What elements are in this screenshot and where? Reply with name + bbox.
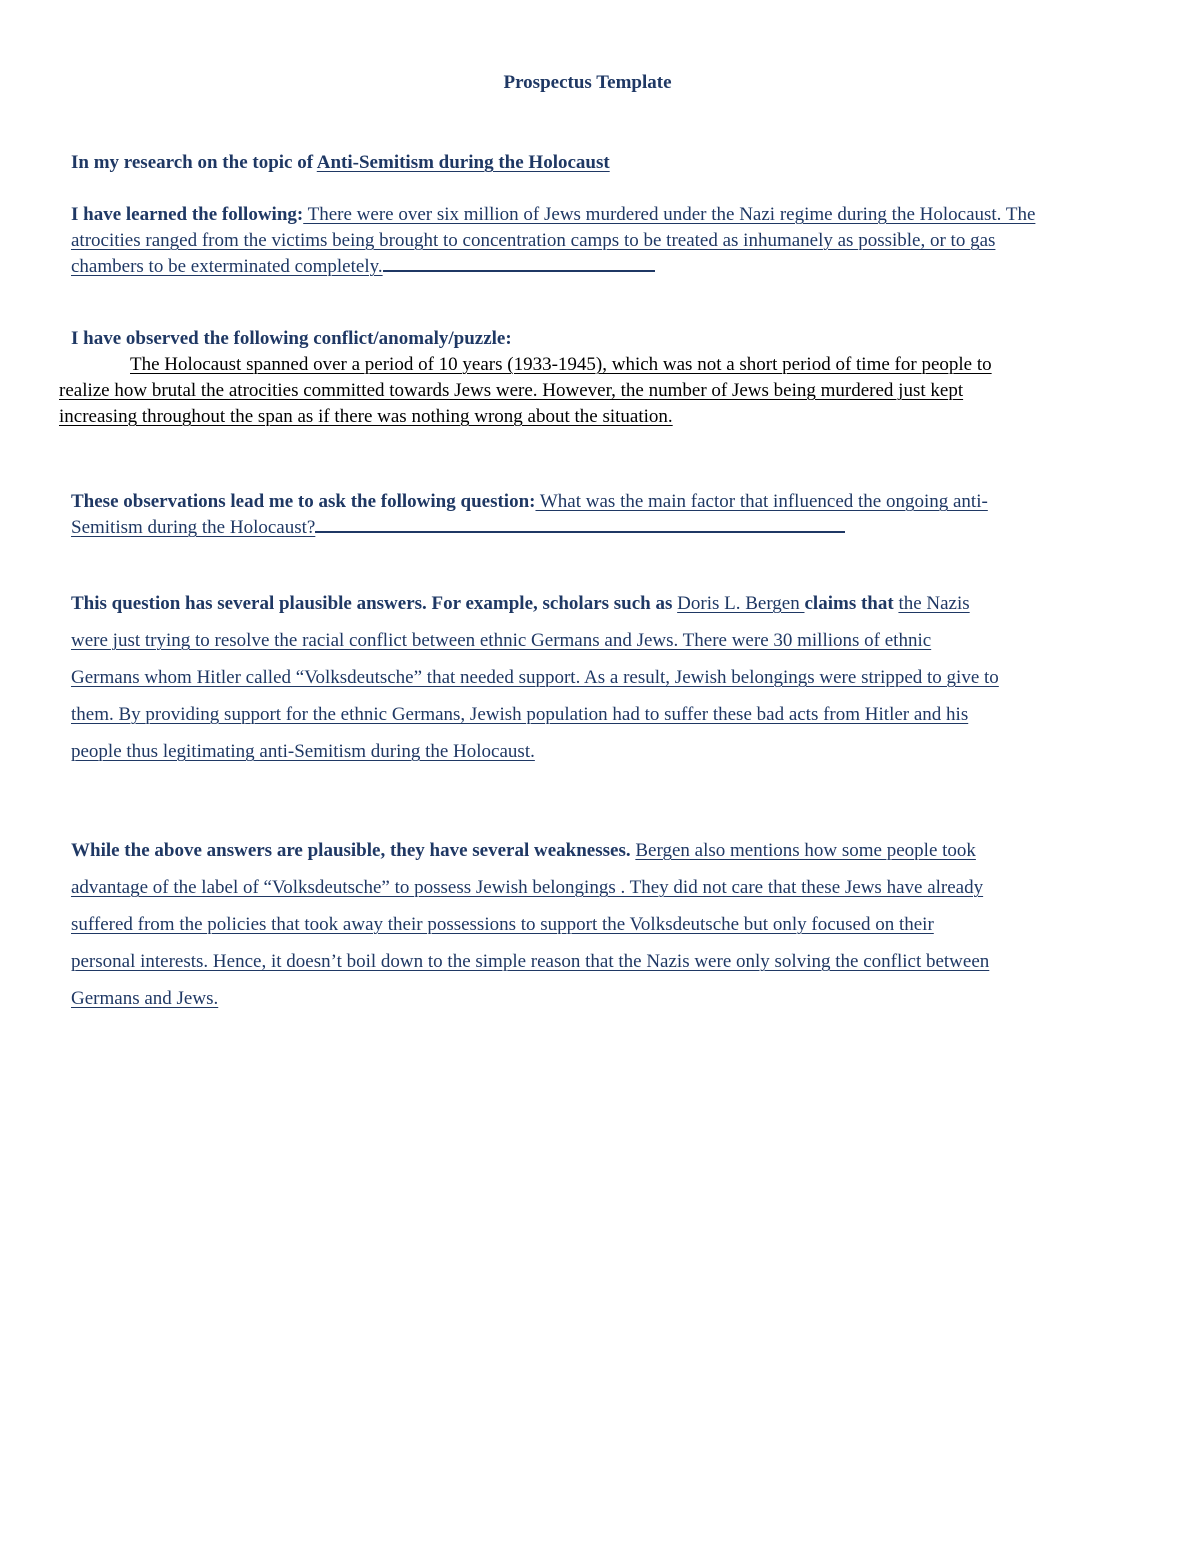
learned-label: I have learned the following:	[71, 204, 304, 225]
observed-label: I have observed the following conflict/anomaly/puzzle:	[71, 328, 512, 349]
question-section	[71, 489, 1036, 541]
answers-label-b: claims that	[804, 593, 894, 614]
answers-section	[71, 585, 1001, 770]
answers-text: the Nazis were just trying to resolve the racial conflict between ethnic Germans and Jews. There were 30 millions of ethnic Germans whom Hitler called “Volksdeutsche” that needed support. As a result, Jewish belongings were stripped to give to them. By providing support for the ethnic Germans, Jewish population had to suffer these bad acts from Hitler and his people thus legitimating anti-Semitism during the Holocaust.	[71, 593, 999, 762]
observed-text: The Holocaust spanned over a period of 10 years (1933-1945), which was not a short period of time for people to realize how brutal the atrocities committed towards Jews were. However, the number of Jews being murdered just kept increasing throughout the span as if there was nothing wrong about the situation.	[59, 354, 992, 427]
answers-label-a: This question has several plausible answers. For example, scholars such as	[71, 593, 678, 614]
weaknesses-text: Bergen also mentions how some people took advantage of the label of “Volksdeutsche” to possess Jewish belongings . They did not care that these Jews have already suffered from the policies that took away their possessions to support the Volksdeutsche but only focused on their personal interests. Hence, it doesn’t boil down to the simple reason that the Nazis were only solving the conflict between Germans and Jews.	[71, 840, 990, 1009]
learned-section	[71, 202, 1036, 280]
scholar-name: Doris L. Bergen	[677, 593, 805, 614]
document-title: Prospectus Template	[503, 72, 672, 93]
weaknesses-section	[71, 832, 996, 1017]
question-fill-line	[315, 530, 845, 533]
learned-fill-line	[383, 269, 655, 272]
learned-text: There were over six million of Jews murdered under the Nazi regime during the Holocaust. The atrocities ranged from the victims being brought to concentration camps to be treated as inhumanely as possible, or to gas chambers to be exterminated completely.	[71, 204, 1036, 277]
topic-section	[71, 150, 1036, 176]
topic-label: In my research on the topic of	[71, 152, 317, 173]
weaknesses-label: While the above answers are plausible, they have several weaknesses.	[71, 840, 631, 861]
question-label: These observations lead me to ask the following question:	[71, 491, 536, 512]
question-text: What was the main factor that influenced the ongoing anti-Semitism during the Holocaust?	[71, 491, 988, 538]
topic-value: Anti-Semitism during the Holocaust	[316, 152, 610, 173]
